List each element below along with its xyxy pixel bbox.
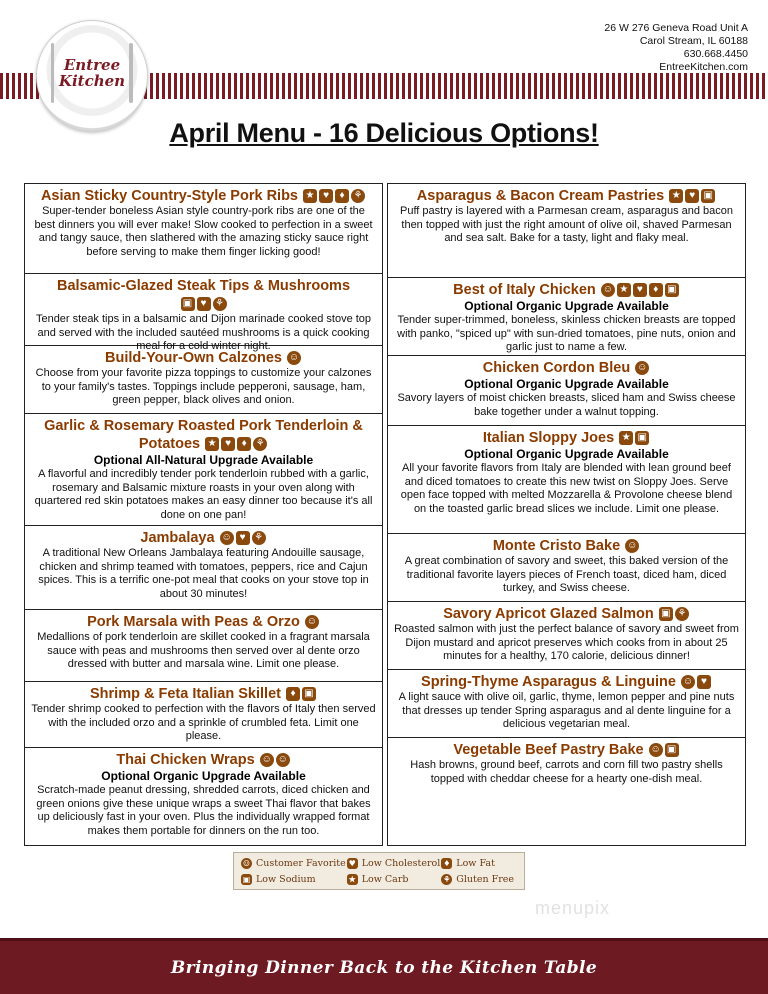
menu-item-description: Savory layers of moist chicken breasts, sliced ham and Swiss cheese bake together under a walnut topping. [397,392,736,418]
menu-item-description: Roasted salmon with just the perfect balance of savory and sweet from Dijon mustard and apricot preserves which cooks from in about 25 minutes for a healthy, 170 calorie, delicious dinner! [394,623,739,663]
menu-item-description: All your favorite flavors from Italy are blended with lean ground beef and diced tomatoes to create this new twist on Sloppy Joes. Serve open face topped with melted Mozzarella & Provolone cheese blend on the toasted garlic bread slices we include. Limit one please. [400,462,733,515]
menu-item-name-text: Garlic & Rosemary Roasted Pork Tenderloin & Potatoes [44,418,363,452]
menu-item [25,748,382,845]
low-sodium-icon: ▣ [181,297,195,311]
legend-item [240,872,346,886]
low-fat-icon: ♦ [237,437,251,451]
upgrade-note: Optional All-Natural Upgrade Available [93,453,314,468]
low-cholesterol-icon: ♥ [633,283,647,297]
menu-item-description: Puff pastry is layered with a Parmesan cream, asparagus and bacon then topped with just the right amount of olive oil, shaved Parmesan and sea salt. Bake for a tasty, light and flaky meal. [399,205,734,245]
low-carb-icon: ★ [303,189,317,203]
menu-item [388,184,745,278]
menu-item-name-text: Italian Sloppy Joes [482,430,615,446]
customer-favorite-icon: ☺ [277,754,288,766]
legend-label: Low Cholesterol [361,857,441,869]
menu-item-name-text: Pork Marsala with Peas & Orzo [87,614,300,630]
diet-icons [259,751,291,769]
menu-item-name [31,277,376,313]
footer-tagline: Bringing Dinner Back to the Kitchen Table [170,957,598,978]
menu-item-name-text: Chicken Cordon Bleu [482,360,631,376]
menu-item-description: Tender super-trimmed, boneless, skinless chicken breasts are topped with panko, "spiced up" with sun-dried tomatoes, pine nuts, onion and garlic just to name a few. [397,314,736,354]
menu-item-name [394,741,739,759]
low-sodium-icon: ▣ [659,607,673,621]
logo [36,20,148,132]
menu-item [25,526,382,610]
menu-item [388,670,745,738]
gluten-free-icon: ⚘ [443,873,451,884]
customer-favorite-icon: ☺ [650,744,661,756]
low-fat-icon: ♦ [649,283,663,297]
customer-favorite-icon: ☺ [306,616,317,628]
menu-item [25,682,382,748]
menu-item [388,534,745,602]
diet-icons [600,281,680,299]
low-carb-icon: ★ [348,873,356,884]
menu-item-description: Scratch-made peanut dressing, shredded carrots, diced chicken and green onions give these unique wraps a sweet Thai flavor that bakes up deliciously fast in your oven. Plus the individually wrapped format makes them portable for dinners on the run too. [36,784,371,837]
menu-item-name-text: Best of Italy Chicken [453,282,596,298]
low-carb-icon: ★ [205,437,219,451]
menu-item-description: Tender shrimp cooked to perfection with the flavors of Italy then served with the included orzo and a sprinkle of crumbled feta. Limit one please. [31,703,376,743]
menu-item [388,278,745,356]
menu-item-name [31,751,376,769]
low-fat-icon: ♦ [335,189,349,203]
customer-favorite-icon: ☺ [602,284,613,296]
low-sodium-icon: ▣ [242,873,251,884]
low-cholesterol-icon: ♥ [221,437,235,451]
low-carb-icon: ★ [669,189,683,203]
menu-item-description: Super-tender boneless Asian style country-pork ribs are one of the best dinners you will ever make! Slow cooked to perfection in a sweet and tangy sauce, then slathered with the amazing sticky sauce right before serving to make them finger licking good! [34,205,373,258]
menu-item-name [31,685,376,703]
menu-item-name-text: Asian Sticky Country-Style Pork Ribs [40,188,298,204]
customer-favorite-icon: ☺ [682,676,694,688]
menu-item-name-text: Vegetable Beef Pastry Bake [453,742,644,758]
low-cholesterol-icon: ♥ [319,189,333,203]
customer-favorite-icon: ☺ [221,532,232,544]
menu-item-name-text: Asparagus & Bacon Cream Pastries [416,188,665,204]
diet-icons [668,187,716,205]
low-sodium-icon: ▣ [665,743,679,757]
customer-favorite-icon: ☺ [261,754,272,766]
low-cholesterol-icon: ♥ [348,857,356,868]
menu-item-description: A great combination of savory and sweet, this baked version of the traditional favorite layers pieces of French toast, diced ham, diced turkey, and Swiss cheese. [404,555,729,595]
menu-item-name [31,417,376,453]
diet-icons [302,187,366,205]
icon-legend [233,852,525,890]
menu-item [25,610,382,682]
menu-item-name [31,529,376,547]
menu-item-name-text: Shrimp & Feta Italian Skillet [90,686,281,702]
page-title: April Menu - 16 Delicious Options! [169,118,599,148]
menu-item-name [31,187,376,205]
low-cholesterol-icon: ♥ [697,675,711,689]
diet-icons [219,529,267,547]
menu-item [388,356,745,426]
menu-item-name-text: Balsamic-Glazed Steak Tips & Mushrooms [56,278,351,294]
address-web[interactable]: EntreeKitchen.com [659,61,748,73]
customer-favorite-icon: ☺ [627,540,638,552]
customer-favorite-icon: ☺ [637,362,648,374]
logo-text: Entree Kitchen [58,56,126,90]
menu-item-name [31,613,376,631]
customer-favorite-icon: ☺ [242,857,251,868]
low-cholesterol-icon: ♥ [685,189,699,203]
menu-item-name-text: Spring-Thyme Asparagus & Linguine [421,674,676,690]
menu-item-name [394,605,739,623]
menu-item [388,426,745,534]
menu-item-name [394,537,739,555]
legend-label: Low Carb [361,873,409,885]
menu-item [388,738,745,843]
legend-item [440,856,518,870]
upgrade-note: Optional Organic Upgrade Available [464,299,669,314]
diet-icons [204,435,268,453]
diet-icons [304,613,320,631]
low-sodium-icon: ▣ [701,189,715,203]
menu-item-description: Tender steak tips in a balsamic and Dijon marinade cooked stove top and served with the included sautéed mushrooms is a quick cooking meal for a cold winter night. [35,313,372,353]
menu-item-name [394,187,739,205]
customer-favorite-icon: ☺ [288,352,300,364]
diet-icons [618,429,650,447]
menu-item [25,274,382,353]
gluten-free-icon: ⚘ [213,297,227,311]
diet-icons [624,537,640,555]
legend-label: Low Fat [456,857,495,869]
low-fat-icon: ♦ [286,687,300,701]
low-fat-icon: ♦ [443,857,451,868]
diet-icons [634,359,650,377]
legend-label: Low Sodium [256,873,316,885]
menu-item-name-text: Monte Cristo Bake [492,538,621,554]
diet-icons [180,295,228,313]
watermark: menupix [535,898,611,918]
menu-item-description: Choose from your favorite pizza toppings to customize your calzones to your family's tastes. Toppings include pepperoni, sausage, ham, green pepper, black olives and onion. [35,367,372,407]
legend-item [346,872,441,886]
diet-icons [286,349,302,367]
upgrade-note: Optional Organic Upgrade Available [464,377,669,392]
diet-icons [648,741,680,759]
menu-grid [24,183,746,846]
gluten-free-icon: ⚘ [253,437,267,451]
gluten-free-icon: ⚘ [351,189,365,203]
menu-item-name [394,359,739,377]
low-cholesterol-icon: ♥ [197,297,211,311]
low-sodium-icon: ▣ [302,687,316,701]
menu-item-name-text: Build-Your-Own Calzones [105,350,282,366]
low-carb-icon: ★ [619,431,633,445]
menu-item-name-text: Savory Apricot Glazed Salmon [443,606,654,622]
legend-item [440,872,518,886]
menu-item-name [31,349,376,367]
legend-item [346,856,441,870]
menu-item-description: A light sauce with olive oil, garlic, thyme, lemon pepper and pine nuts that dresses up tender Spring asparagus and al dente linguine for a delicious vegetarian meal. [398,691,735,731]
diet-icons [680,673,712,691]
menu-item [25,346,382,414]
low-carb-icon: ★ [617,283,631,297]
menu-item-name [394,429,739,447]
gluten-free-icon: ⚘ [252,531,266,545]
menu-item [25,414,382,526]
menu-item [388,602,745,670]
footer-banner [0,938,768,994]
menu-item-description: Medallions of pork tenderloin are skillet cooked in a fragrant marsala sauce with peas and mushrooms then served over al dente orzo dressed with butter and marsala wine. Limit one please. [37,631,370,671]
legend-item [240,856,346,870]
menu-item-name-text: Jambalaya [140,530,215,546]
diet-icons [658,605,690,623]
menu-item-name [394,673,739,691]
low-cholesterol-icon: ♥ [236,531,250,545]
menu-item-name-text: Thai Chicken Wraps [116,752,255,768]
menu-item-description: A traditional New Orleans Jambalaya featuring Andouille sausage, chicken and shrimp teamed with tomatoes, peppers, rice and Cajun spices. This is a terrific one-pot meal that cooks on your stove top in about 30 minutes! [38,547,369,600]
address-city: Carol Stream, IL 60188 [639,35,748,47]
upgrade-note: Optional Organic Upgrade Available [464,447,669,462]
upgrade-note: Optional Organic Upgrade Available [101,769,306,784]
menu-column-left [24,183,383,846]
low-sodium-icon: ▣ [635,431,649,445]
menu-item-description: Hash browns, ground beef, carrots and corn fill two pastry shells topped with cheddar cheese for a hearty one-dish meal. [410,759,723,785]
address-street: 26 W 276 Geneva Road Unit A [604,22,748,34]
address-phone: 630.668.4450 [683,48,748,60]
menu-column-right [387,183,746,846]
menu-item [25,184,382,274]
legend-label: Gluten Free [456,873,514,885]
address-block [604,22,748,74]
menu-item-name [394,281,739,299]
menu-item-description: A flavorful and incredibly tender pork tenderloin rubbed with a garlic, rosemary and Balsamic mixture roasts in your oven along with quartered red skin potatoes makes an easy dinner too because it's all done on one pan! [34,468,373,521]
legend-label: Customer Favorite [256,857,346,869]
gluten-free-icon: ⚘ [675,607,689,621]
low-sodium-icon: ▣ [665,283,679,297]
diet-icons [285,685,317,703]
